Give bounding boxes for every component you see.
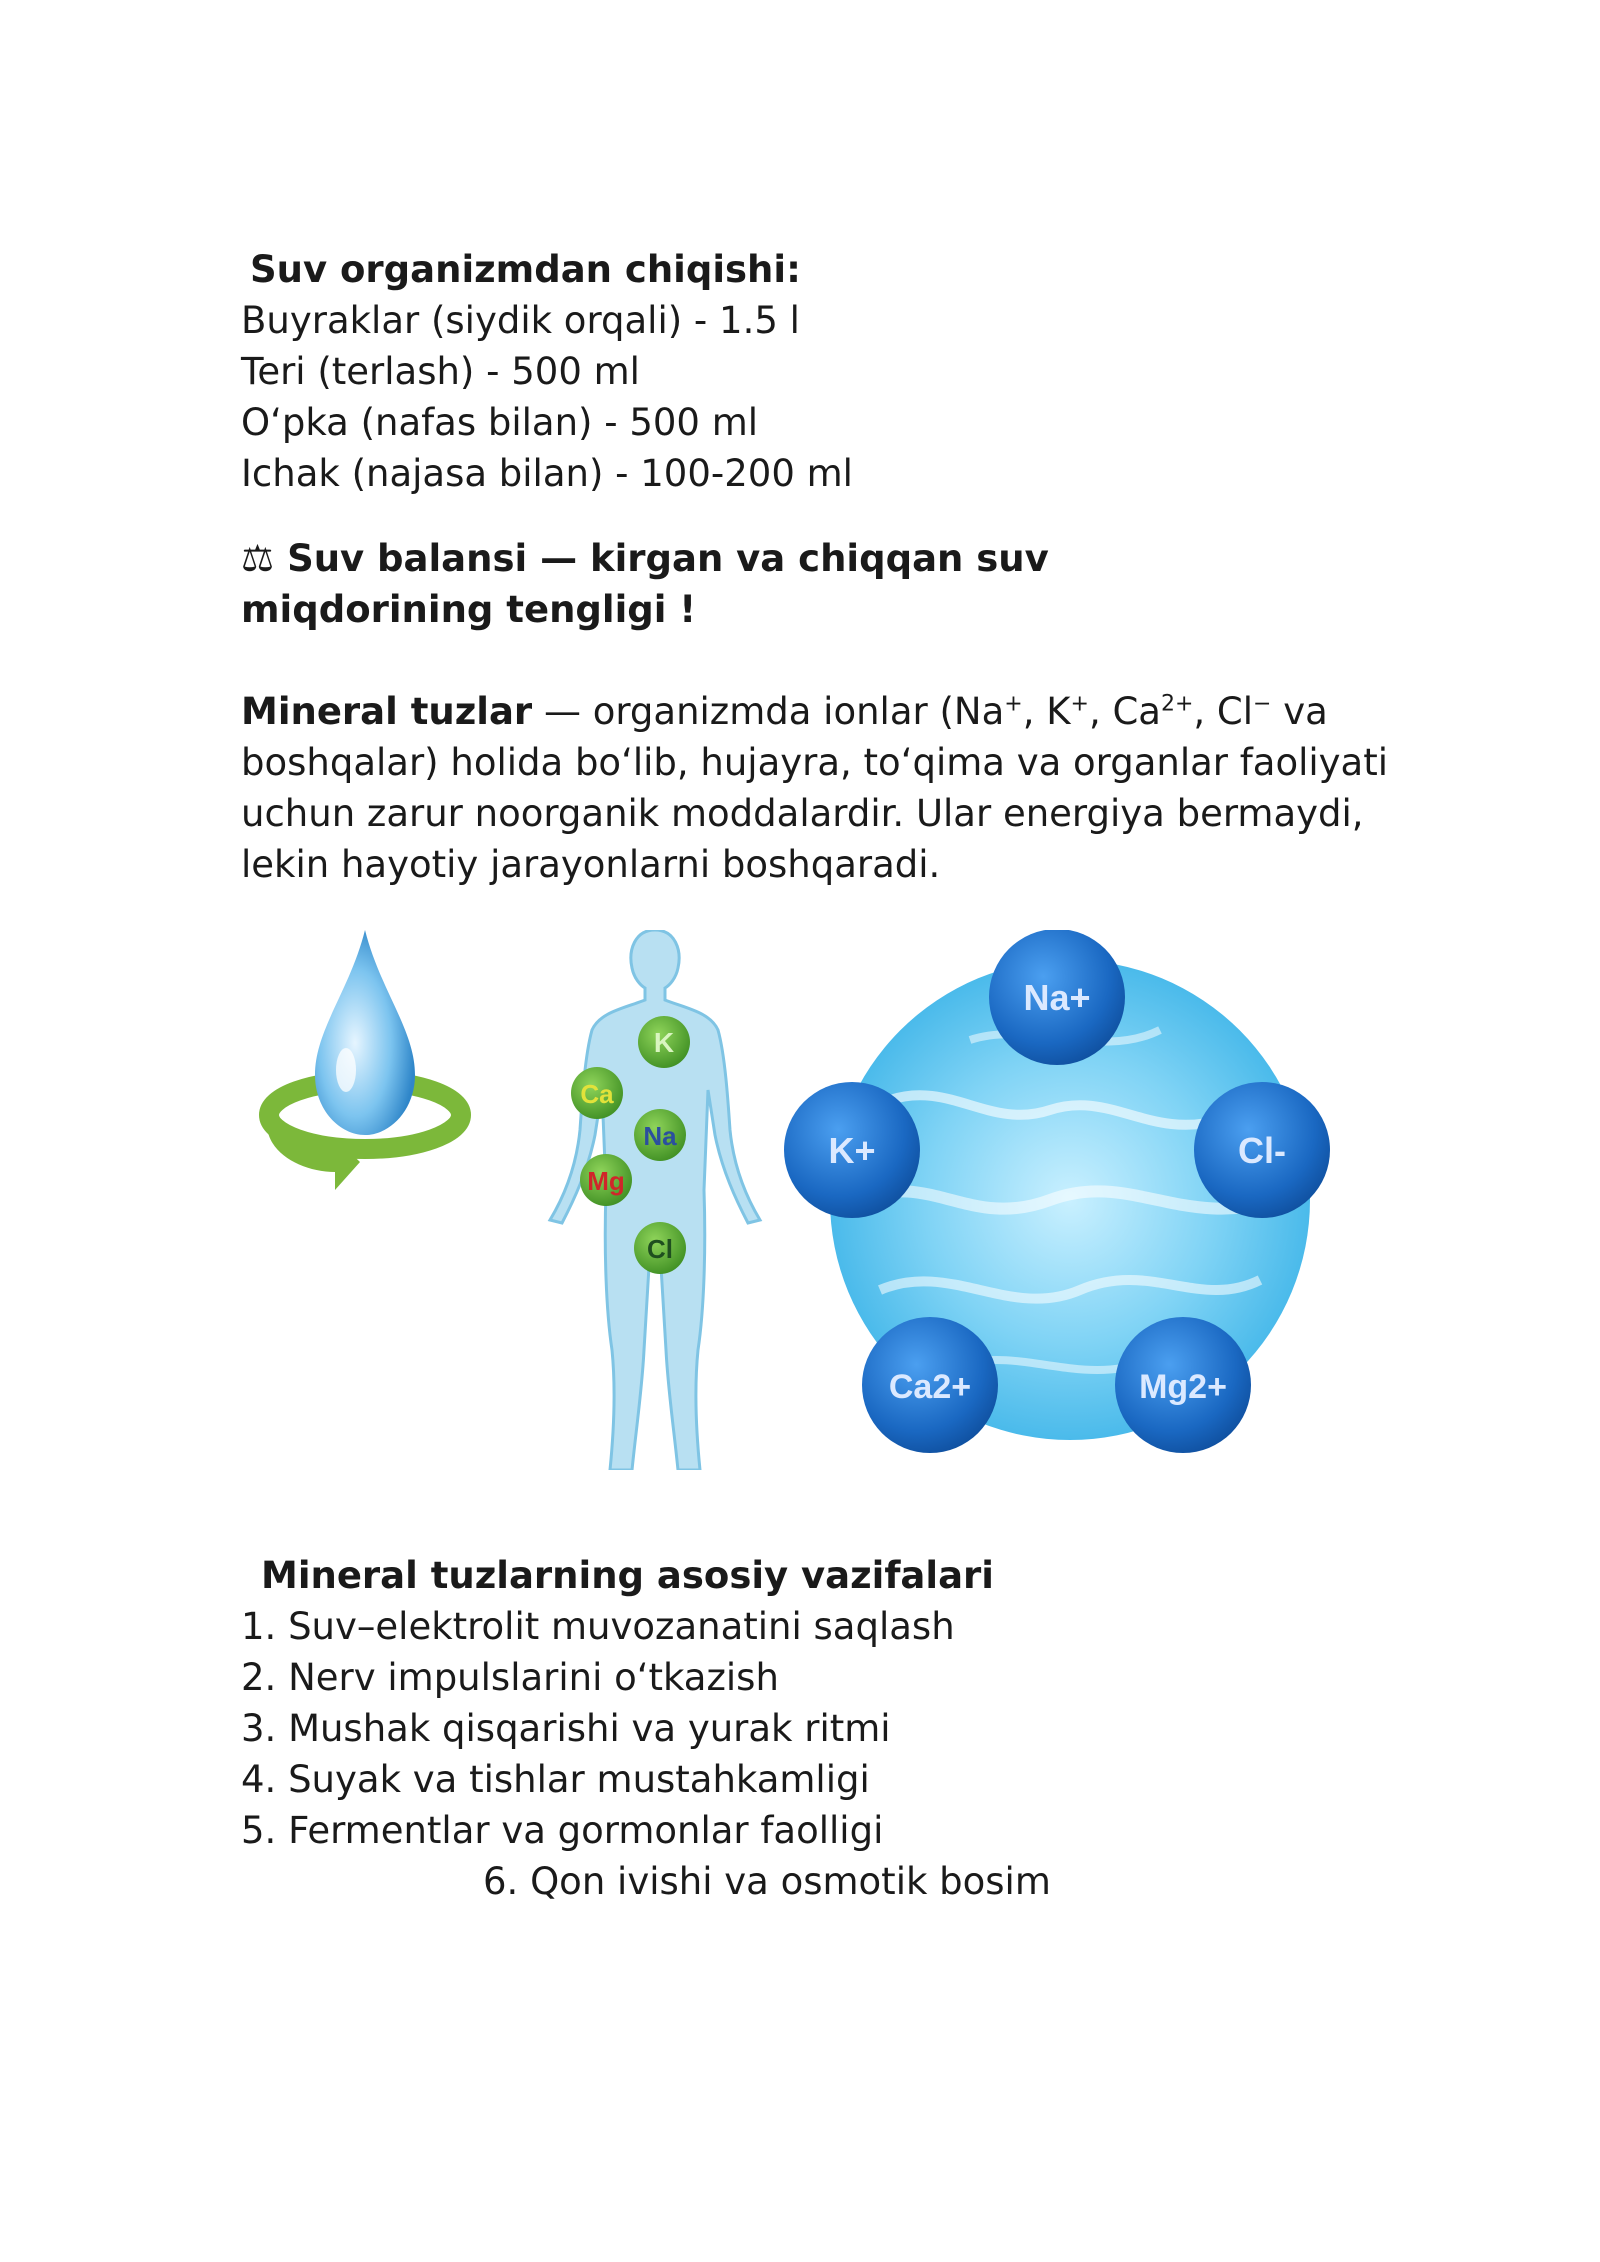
list-item: O‘pka (nafas bilan) - 500 ml (241, 401, 759, 444)
list-item: Buyraklar (siydik orqali) - 1.5 l (241, 299, 800, 342)
mineral-salts-paragraph (241, 686, 1401, 890)
list-item: 4. Suyak va tishlar mustahkamligi (241, 1758, 870, 1801)
water-output-section (241, 244, 1381, 499)
ring-ion-cl (1194, 1082, 1330, 1218)
svg-text:Mg: Mg (587, 1166, 625, 1196)
body-ion-cl (634, 1222, 686, 1274)
svg-text:Cl-: Cl- (1238, 1130, 1286, 1171)
superscript: − (1253, 691, 1272, 717)
text-run: , Ca (1088, 690, 1161, 733)
svg-text:Ca2+: Ca2+ (888, 1368, 972, 1406)
water-balance-statement (241, 533, 1241, 635)
paragraph (241, 686, 1401, 890)
ring-ion-ca (862, 1317, 998, 1453)
ring-ion-k (784, 1082, 920, 1218)
human-body-icon (550, 930, 760, 1470)
water-drop-icon (267, 930, 461, 1190)
text-run: , K (1022, 690, 1071, 733)
body-ion-na (634, 1109, 686, 1161)
superscript: + (1004, 691, 1023, 717)
text-run: va boshqalar) holida bo‘lib, hujayra, to‘qima va organlar faoliyati uchun zarur noorganik moddalardir. Ular energiya bermaydi, lekin hayotiy jarayonlarni boshqaradi. (241, 690, 1389, 886)
svg-text:Cl: Cl (647, 1234, 673, 1264)
text-run: — organizmda ionlar (Na (532, 690, 1005, 733)
list-item: 6. Qon ivishi va osmotik bosim (483, 1860, 1051, 1903)
svg-text:Ca: Ca (580, 1079, 614, 1109)
minerals-illustration (250, 930, 1360, 1470)
section-title: Mineral tuzlarning asosiy vazifalari (261, 1554, 994, 1597)
list-item: Ichak (najasa bilan) - 100-200 ml (241, 452, 853, 495)
mineral-functions-section (241, 1550, 1381, 1907)
list-item: 5. Fermentlar va gormonlar faolligi (241, 1809, 884, 1852)
illustration-svg (250, 930, 1360, 1470)
balance-text: Suv balansi — kirgan va chiqqan suv miqdorining tengligi ! (241, 537, 1049, 631)
ring-ion-na (989, 930, 1125, 1065)
superscript: + (1070, 691, 1089, 717)
body-ion-mg (580, 1154, 632, 1206)
body-ion-k (638, 1016, 690, 1068)
list-item: Teri (terlash) - 500 ml (241, 350, 640, 393)
superscript: 2+ (1160, 691, 1194, 717)
svg-text:Mg2+: Mg2+ (1139, 1368, 1227, 1406)
list-item: 2. Nerv impulslarini o‘tkazish (241, 1656, 779, 1699)
svg-text:K+: K+ (828, 1130, 876, 1171)
svg-text:K: K (653, 1027, 675, 1058)
svg-text:Na+: Na+ (1023, 977, 1091, 1018)
text-run: , Cl (1193, 690, 1254, 733)
list-item: 1. Suv–elektrolit muvozanatini saqlash (241, 1605, 955, 1648)
svg-text:Na: Na (643, 1121, 677, 1151)
body-ion-ca (571, 1067, 623, 1119)
scales-icon: ⚖ (241, 537, 275, 580)
ring-ion-mg (1115, 1317, 1251, 1453)
list-item: 3. Mushak qisqarishi va yurak ritmi (241, 1707, 891, 1750)
section-title: Suv organizmdan chiqishi: (250, 248, 801, 291)
term: Mineral tuzlar (241, 690, 533, 733)
